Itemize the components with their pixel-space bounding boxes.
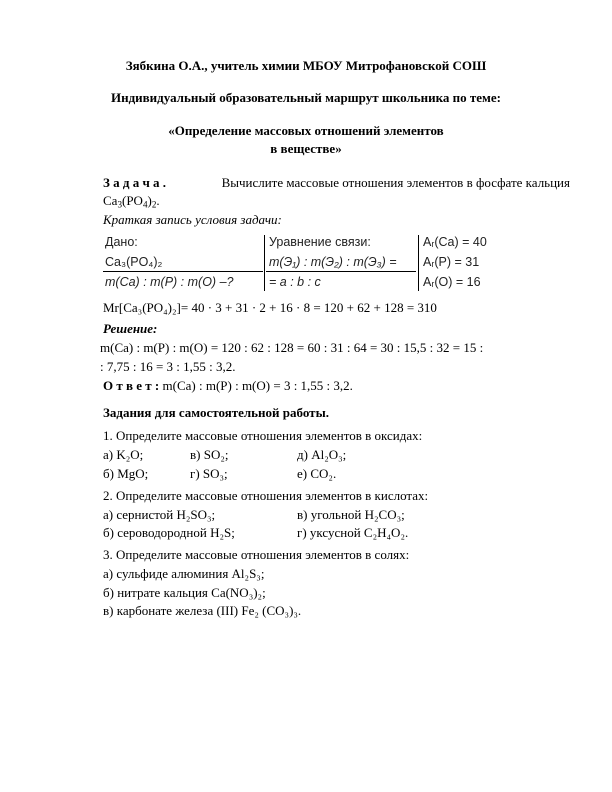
q1-a: а) K₂O;: [103, 447, 144, 462]
solution-label: Решение:: [103, 321, 158, 336]
q3-title: 3. Определите массовые отношения элементов в солях:: [103, 547, 410, 562]
q3-a: а) сульфиде алюминия Al₂S₃;: [103, 566, 265, 581]
task-text: Вычислите массовые отношения элементов в фосфате кальция: [221, 175, 570, 190]
q2-g: г) уксусной C₂H₄O₂.: [297, 525, 409, 540]
equation-line-1: m(Э₁) : m(Э₂) : m(Э₃) =: [269, 255, 397, 269]
q2-v: в) угольной H₂CO₃;: [297, 507, 405, 522]
given-formula: Ca₃(PO₄)₂: [105, 255, 163, 269]
q1-title: 1. Определите массовые отношения элементов в оксидах:: [103, 428, 423, 443]
formula-ca: Ca: [103, 193, 118, 208]
mr-line: Mr[Ca₃(PO₄)₂]= 40 · 3 + 31 · 2 + 16 · 8 = 120 + 62 + 128 = 310: [103, 300, 437, 315]
answer-text: m(Ca) : m(P) : m(O) = 3 : 1,55 : 3,2.: [162, 378, 353, 393]
given-title: Дано:: [105, 235, 138, 249]
task-line-1: [103, 175, 570, 191]
q3-b: б) нитрате кальция Ca(NO₃)₂;: [103, 585, 266, 600]
q1-v: в) SO₂;: [190, 447, 229, 462]
solution-line-2: : 7,75 : 16 = 3 : 1,55 : 3,2.: [100, 359, 236, 374]
formula-close: ): [147, 193, 152, 208]
task-label: З а д а ч а .: [103, 175, 167, 190]
given-underline: [103, 271, 263, 272]
independent-title: Задания для самостоятельной работы.: [103, 405, 329, 420]
q3-v: в) карбонате железа (III) Fe₂ (CO₃)₃.: [103, 603, 302, 618]
short-note: Краткая запись условия задачи:: [103, 212, 282, 227]
answer-line: [103, 378, 353, 394]
given-table: [103, 233, 505, 293]
given-find: m(Ca) : m(P) : m(O) –?: [105, 275, 234, 289]
table-divider-1: [264, 235, 265, 291]
equation-title: Уравнение связи:: [269, 235, 371, 249]
ar-ca: Aᵣ(Ca) = 40: [423, 235, 487, 249]
q2-b: б) сероводородной H₂S;: [103, 525, 235, 540]
formula-po-sub: 4: [142, 199, 148, 210]
solution-line-1: m(Ca) : m(P) : m(O) = 120 : 62 : 128 = 60 : 31 : 64 = 30 : 15,5 : 32 = 15 :: [100, 340, 484, 355]
formula-end: .: [156, 193, 160, 208]
topic-line-2: в веществе»: [270, 141, 342, 156]
task-formula: [103, 193, 160, 209]
answer-label: О т в е т :: [103, 378, 160, 393]
topic-line-1: «Определение массовых отношений элементов: [168, 123, 444, 138]
q1-g: г) SO₃;: [190, 466, 228, 481]
q2-a: а) сернистой H₂SO₃;: [103, 507, 216, 522]
formula-po: (PO: [122, 193, 143, 208]
q1-b: б) MgO;: [103, 466, 149, 481]
equation-line-2: = a : b : c: [269, 275, 321, 289]
formula-close-sub: 2: [151, 199, 157, 210]
q1-e: е) CO₂.: [297, 466, 337, 481]
formula-ca-sub: 3: [117, 199, 122, 210]
equation-underline: [266, 271, 416, 272]
q2-title: 2. Определите массовые отношения элементов в кислотах:: [103, 488, 429, 503]
subtitle-line: Индивидуальный образовательный маршрут школьника по теме:: [110, 90, 502, 105]
author-line: Зябкина О.А., учитель химии МБОУ Митрофановской СОШ: [125, 58, 487, 73]
ar-p: Aᵣ(P) = 31: [423, 255, 480, 269]
ar-o: Aᵣ(O) = 16: [423, 275, 481, 289]
table-divider-2: [418, 235, 419, 291]
q1-d: д) Al₂O₃;: [297, 447, 347, 462]
